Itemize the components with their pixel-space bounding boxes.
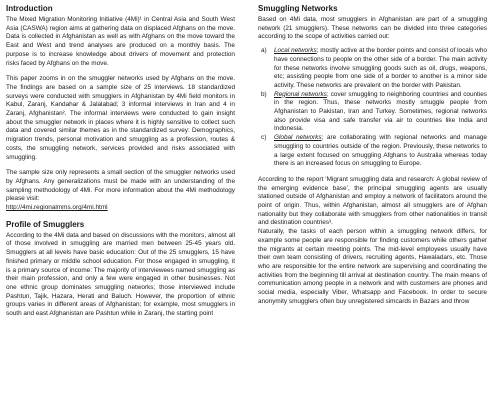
networks-paragraph-2: According to the report ‘Migrant smuggling data and research: A global review of the emerging evidence base’, the principal smuggling agents are usually stationed outside of Afghanistan and employ a network of facilitators around the point of origin. Thus, within Afghanistan, almost all smugglers are of Afghan nationality but they collaborate with smugglers from other nationalities in transit and destination countries³.: [258, 175, 487, 227]
profile-paragraph-1: According to the 4Mi data and based on discussions with the monitors, almost all of those involved in smuggling are married men between 25-45 years old. Smugglers at all levels have basic education: Out of the 25 smugglers, 15 have finished primary or middle school education. For those engaged in smuggling, it is a primary source of income: The majority of interviewees named smuggling as their main profession, and only a few were engaged in other businesses. Not one ethnic group dominates smuggling networks; those interviewed include Pashtun, Tajik, Hazara, Herati and Baluch. However, the proportion of ethnic groups varies in different areas of Afghanistan; for example, most smugglers in south and east Afghanistan are Pashtun while in Zaranj, the starting point: [6, 231, 235, 318]
right-column: [258, 4, 487, 307]
list-item-term: Regional networks: [274, 90, 327, 98]
smuggling-networks-heading: Smuggling Networks: [258, 4, 338, 13]
list-item-text: ; mostly active at the border points and consist of locals who have connections to people on the other side of a border. The main activity for these networks involve smuggling goods such as oil, drugs, weapons, etc; assisting people from one side of a border to another is a minor side activity. These networks are prevalent on the border with Pakistan.: [274, 47, 487, 89]
left-column: [6, 4, 235, 319]
methodology-link[interactable]: http://4mi.regionalmms.org/4mi.html: [6, 204, 108, 212]
intro-paragraph-3-text: The sample size only represents a small section of the smuggler networks used by Afghans. Any generalizations must be made with an understanding of the sampling methodology of 4Mi. For more information about the 4Mi methodology please visit:: [6, 169, 235, 203]
list-item-body: [274, 134, 487, 169]
network-types-list: [258, 47, 487, 169]
networks-paragraph-3: Naturally, the tasks of each person within a smuggling network differs, for example some people are responsible for finding customers while others gather the migrants at certain meeting points. The mid-level employees usually have their own team consisting of drivers, recruiting agents, Hawaladars, etc. Those who are responsible for the entire network are supervising and coordinating the activities from the beginning till arrival at destination country. The main means of communication among people in a network and with customers are phones and social media, especially Viber, Whatsapp and Facebook. In order to secure anonymity smugglers often buy unregistered simcards in Bazars and throw: [258, 228, 487, 305]
introduction-heading: Introduction: [6, 4, 53, 13]
list-item-body: [274, 47, 487, 91]
intro-paragraph-1: The Mixed Migration Monitoring Initiative (4Mi)¹ in Central Asia and South West Asia (CASWA) region aims at gathering data on displaced Afghans on the move. Data is collected in Afghanistan as well as with Afghans on the move toward the East and West and trend analyses are produced on a monthly basis. The purpose is to increase knowledge about drivers of movement and protection risks faced by Afghans on the move.: [6, 16, 235, 67]
list-marker: a): [261, 47, 267, 55]
list-item: [258, 91, 487, 135]
list-item: [258, 134, 487, 169]
list-item-term: Local networks: [274, 47, 317, 55]
networks-paragraph-1: Based on 4Mi data, most smugglers in Afghanistan are part of a smuggling network (21 smugglers). These networks can be divided into three categories according to the scope of activities carried out:: [258, 16, 487, 41]
list-item: [258, 47, 487, 91]
list-item-text: ; are collaborating with regional networks and manage smuggling to countries outside of the region. Previously, these networks to a large extent focused on smuggling Afghans to Australia whereas today there is an increased focus on smuggling to Europe.: [274, 134, 487, 168]
list-item-body: [274, 91, 487, 135]
intro-paragraph-3: [6, 169, 235, 213]
list-item-text: ; cover smuggling to neighboring countries and counties in the region. Thus, these networks mostly smuggle people from Afghanistan to Pakistan, Iran and Turkey. Sometimes, regional networks also provide visa and safe transfer via air to countries like India and Indonesia.: [274, 90, 487, 133]
list-marker: c): [261, 134, 267, 142]
list-item-term: Global networks: [274, 134, 322, 142]
intro-paragraph-2: This paper zooms in on the smuggler networks used by Afghans on the move. The findings are based on a sample size of 25 interviews. 18 standardized surveys were conducted with smugglers in Afghanistan by 4Mi field monitors in Kabul, Zaranj, Kandahar & Jalalabad; 3 informal interviews in Iran and 4 in Zaranj, Afghanistan². The informal interviews were conducted to gain insight about the smuggler network in places where it is highly sensitive to collect such data and covered similar themes as in the standardized survey: Demographics, migration trends, personal motivation and smuggling as a profession, routes & costs, the smuggling network, services provided and risks associated with smuggling.: [6, 75, 235, 161]
list-marker: b): [261, 90, 267, 98]
profile-heading: Profile of Smugglers: [6, 219, 85, 229]
